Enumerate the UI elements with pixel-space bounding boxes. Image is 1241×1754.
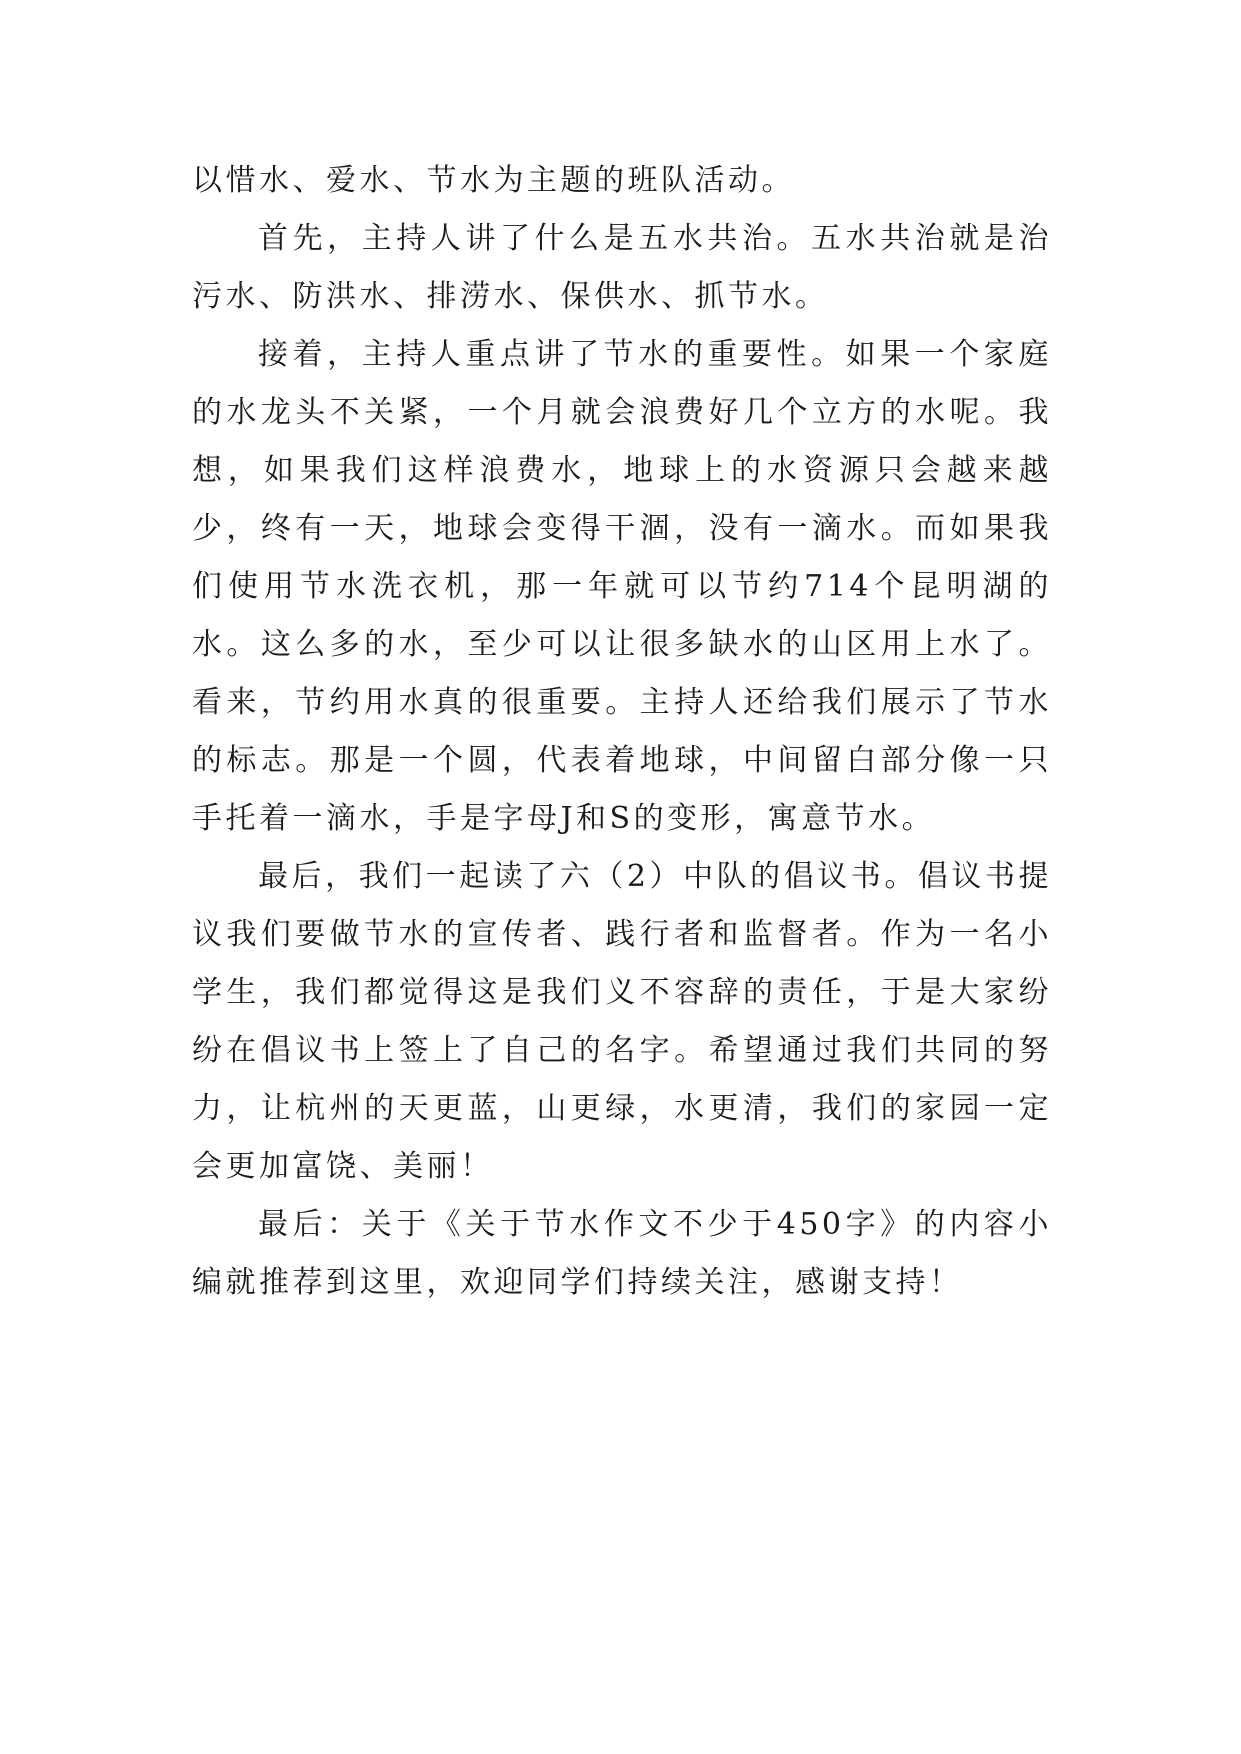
document-body [192,152,1052,1312]
paragraph-first: 首先，主持人讲了什么是五水共治。五水共治就是治污水、防洪水、排涝水、保供水、抓节水。 [192,221,1052,314]
paragraph-finally: 最后，我们一起读了六（2）中队的倡议书。倡议书提议我们要做节水的宣传者、践行者和监督者。作为一名小学生，我们都觉得这是我们义不容辞的责任，于是大家纷纷在倡议书上签上了自己的名字。希望通过我们共同的努力，让杭州的天更蓝，山更绿，水更清，我们的家园一定会更加富饶、美丽！ [192,859,1052,1184]
paragraph-importance: 接着，主持人重点讲了节水的重要性。如果一个家庭的水龙头不关紧，一个月就会浪费好几个立方的水呢。我想，如果我们这样浪费水，地球上的水资源只会越来越少，终有一天，地球会变得干涸，没有一滴水。而如果我们使用节水洗衣机，那一年就可以节约714个昆明湖的水。这么多的水，至少可以让很多缺水的山区用上水了。看来，节约用水真的很重要。主持人还给我们展示了节水的标志。那是一个圆，代表着地球，中间留白部分像一只手托着一滴水，手是字母J和S的变形，寓意节水。 [192,337,1052,836]
paragraph-closing-note: 最后：关于《关于节水作文不少于450字》的内容小编就推荐到这里，欢迎同学们持续关注，感谢支持！ [192,1207,1052,1300]
paragraph-continuation: 以惜水、爱水、节水为主题的班队活动。 [192,163,795,198]
